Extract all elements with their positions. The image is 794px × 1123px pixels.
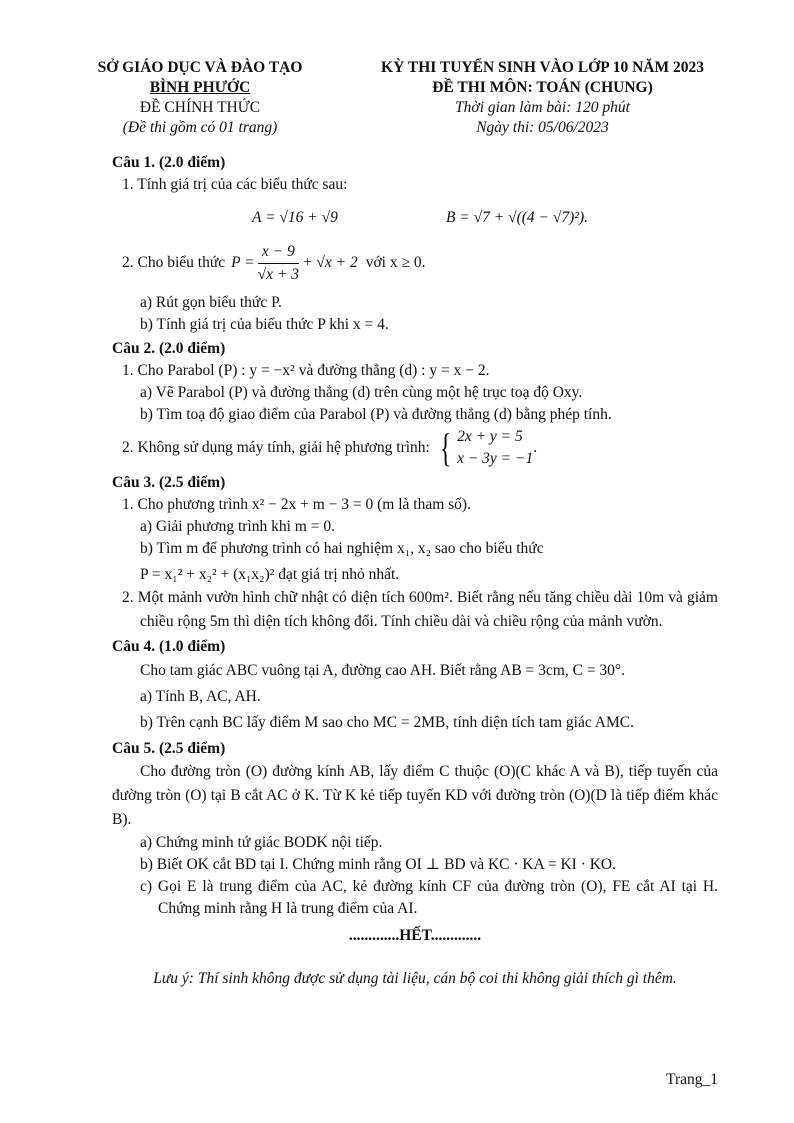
question-3-title: Câu 3. (2.5 điểm)	[112, 473, 226, 491]
question-2-title: Câu 2. (2.0 điểm)	[112, 339, 226, 357]
question-1-b: b) Tính giá trị của biểu thức P khi x = 4.	[140, 315, 389, 333]
part-2-prefix: 2. Cho biểu thức	[122, 254, 226, 272]
exam-note: Lưu ý: Thí sinh không được sử dụng tài liệu, cán bộ coi thi không giải thích gì thêm.	[153, 969, 677, 987]
question-3-b: b) Tìm m để phương trình có hai nghiệm x₁, x₂ sao cho biểu thức	[140, 539, 544, 557]
question-5-b: b) Biết OK cắt BD tại I. Chứng minh rằng OI ⊥ BD và KC · KA = KI · KO.	[140, 855, 616, 873]
page-number: Trang_1	[666, 1071, 718, 1088]
question-3-a: a) Giải phương trình khi m = 0.	[140, 517, 335, 535]
exam-title: KỲ THI TUYỂN SINH VÀO LỚP 10 NĂM 2023	[381, 59, 704, 76]
question-1-a: a) Rút gọn biểu thức P.	[140, 293, 282, 311]
formula-a: A = √16 + √9	[252, 209, 338, 226]
question-4-text: Cho tam giác ABC vuông tại A, đường cao AH. Biết rằng AB = 3cm, C = 30°.	[140, 661, 626, 679]
page-count-note: (Đề thi gồm có 01 trang)	[122, 119, 278, 136]
equation-1: 2x + y = 5	[457, 427, 523, 445]
question-1-title: Câu 1. (2.0 điểm)	[112, 154, 226, 171]
department-name: SỞ GIÁO DỤC VÀ ĐÀO TẠO	[97, 59, 303, 76]
question-5-c: c) Gọi E là trung điểm của AC, kẻ đường kính CF của đường tròn (O), FE cắt AI tại H. Chứng minh rằng H là trung điểm của AI.	[140, 877, 718, 917]
question-2-part-1: 1. Cho Parabol (P) : y = −x² và đường thẳng (d) : y = x − 2.	[122, 361, 490, 379]
equation-2: x − 3y = −1	[457, 449, 534, 467]
question-3-part-2: 2. Một mảnh vườn hình chữ nhật có diện tích 600m². Biết rằng nếu tăng chiều dài 10m và giảm chiều rộng 5m thì diện tích không đổi. Tính chiều dài và chiều rộng của mảnh vườn.	[122, 588, 718, 630]
exam-body	[112, 150, 718, 990]
question-5-text: Cho đường tròn (O) đường kính AB, lấy điểm C thuộc (O)(C khác A và B), tiếp tuyến của đường tròn (O) tại B cắt AC ở K. Từ K kẻ tiếp tuyến KD với đường tròn (O)(D là tiếp điểm khác B).	[112, 762, 718, 828]
question-2-a: a) Vẽ Parabol (P) và đường thẳng (d) trên cùng một hệ trục toạ độ Oxy.	[140, 383, 583, 401]
part-2-text: 2. Không sử dụng máy tính, giải hệ phương trình:	[122, 438, 430, 456]
question-3-b-expression: P = x₁² + x₂² + (x₁x₂)² đạt giá trị nhỏ nhất.	[140, 565, 400, 583]
exam-date: Ngày thi: 05/06/2023	[476, 119, 609, 136]
province-name: BÌNH PHƯỚC	[149, 79, 251, 96]
question-4-title: Câu 4. (1.0 điểm)	[112, 637, 226, 655]
exam-duration: Thời gian làm bài: 120 phút	[455, 99, 630, 116]
header-right	[350, 58, 735, 138]
header-left	[80, 58, 320, 138]
fraction: $\frac{x - 9}{√x + 3}$	[257, 242, 300, 283]
question-2-part-2	[112, 426, 718, 470]
question-4-b: b) Trên cạnh BC lấy điểm M sao cho MC = 2MB, tính diện tích tam giác AMC.	[140, 713, 634, 731]
question-4-a: a) Tính B, AC, AH.	[140, 687, 261, 705]
official-label: ĐỀ CHÍNH THỨC	[139, 99, 261, 116]
question-3-part-1: 1. Cho phương trình x² − 2x + m − 3 = 0 (m là tham số).	[122, 495, 471, 513]
exam-subject: ĐỀ THI MÔN: TOÁN (CHUNG)	[432, 79, 653, 96]
question-1-part-1: 1. Tính giá trị của các biểu thức sau:	[122, 176, 348, 193]
question-5-a: a) Chứng minh tứ giác BODK nội tiếp.	[140, 833, 383, 851]
part-2-suffix: với x ≥ 0.	[365, 254, 426, 272]
question-2-b: b) Tìm toạ độ giao điểm của Parabol (P) và đường thẳng (d) bằng phép tính.	[140, 405, 612, 423]
formula-b: B = √7 + √((4 − √7)²).	[445, 209, 588, 226]
question-1-part-2: 2. Cho biểu thức P = $\frac{x - 9}{√x + 3}$ + √x + 2 với x ≥ 0.	[112, 241, 718, 286]
question-5-title: Câu 5. (2.5 điểm)	[112, 739, 226, 757]
question-1-formulas	[112, 208, 718, 229]
end-marker: .............HẾT.............	[348, 926, 482, 944]
equation-system: { 2x + y = 5 x − 3y = −1 .	[439, 424, 538, 470]
